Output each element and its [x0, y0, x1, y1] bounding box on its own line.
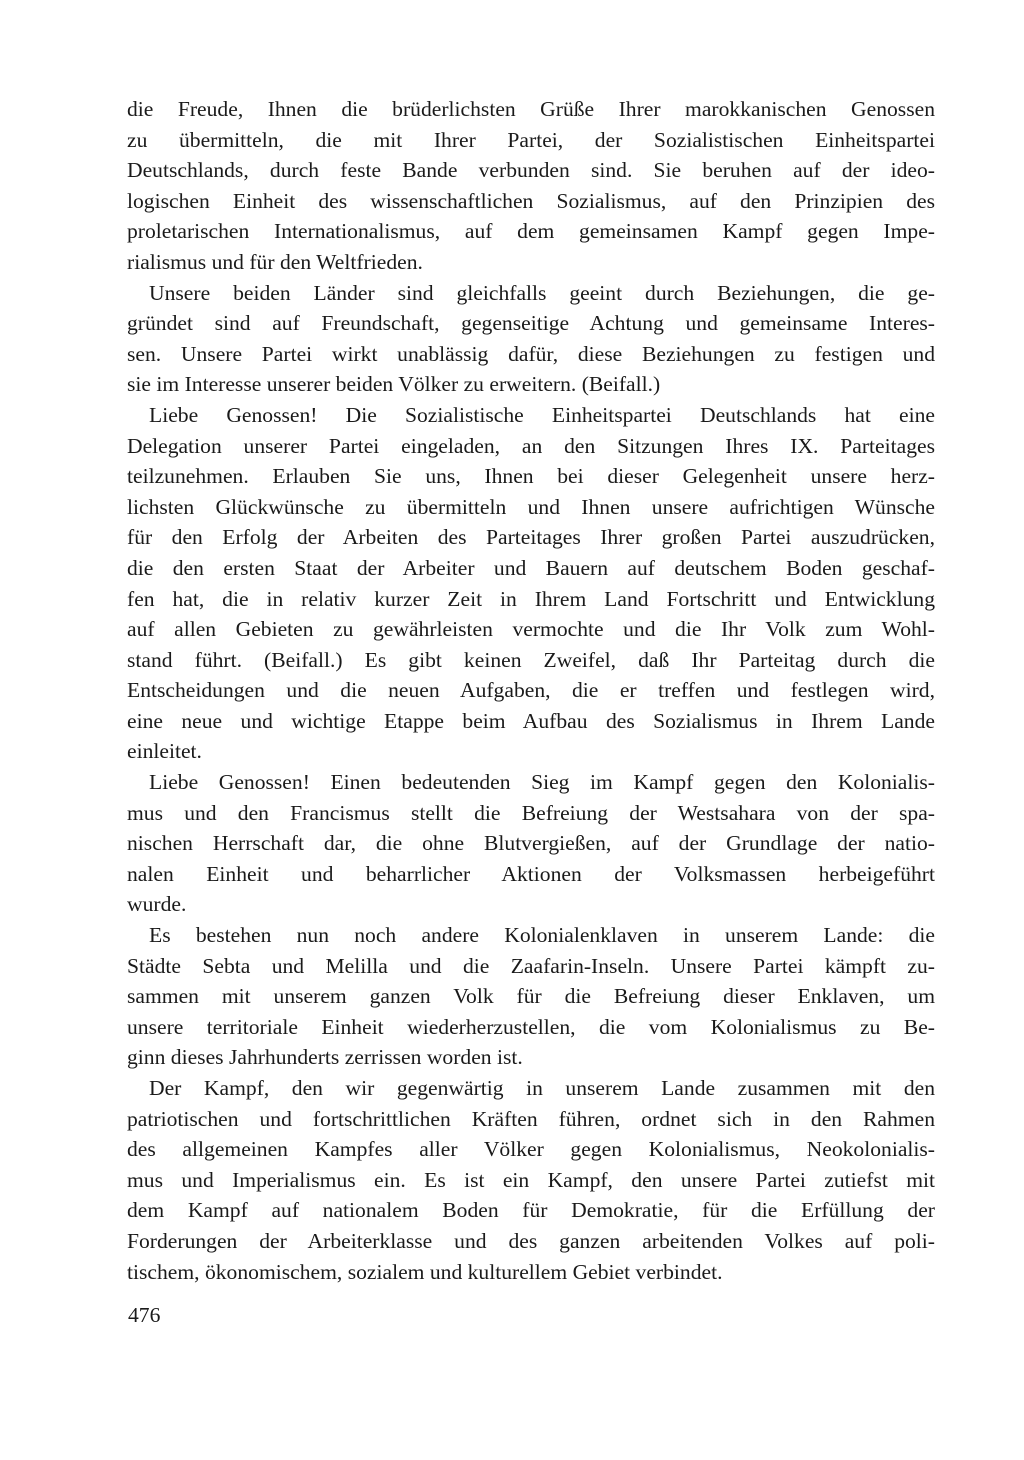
- text-line: dem Kampf auf nationalem Boden für Demokratie, für die Erfüllung der: [127, 1198, 935, 1223]
- text-line: proletarischen Internationalismus, auf dem gemeinsamen Kampf gegen Impe-: [127, 219, 935, 244]
- text-line: Deutschlands, durch feste Bande verbunden sind. Sie beruhen auf der ideo-: [127, 158, 935, 183]
- text-line: fen hat, die in relativ kurzer Zeit in Ihrem Land Fortschritt und Entwicklung: [127, 586, 935, 611]
- text-line: teilzunehmen. Erlauben Sie uns, Ihnen bei dieser Gelegenheit unsere herz-: [127, 464, 935, 489]
- text-line: stand führt. (Beifall.) Es gibt keinen Zweifel, daß Ihr Parteitag durch die: [127, 647, 935, 672]
- page-body: [127, 94, 935, 1287]
- text-line: nalen Einheit und beharrlicher Aktionen der Volksmassen herbeigeführt: [127, 861, 935, 886]
- text-line: einleitet.: [127, 739, 202, 764]
- text-line: Liebe Genossen! Einen bedeutenden Sieg im Kampf gegen den Kolonialis-: [149, 770, 935, 795]
- paragraph-6: [127, 1073, 935, 1287]
- paragraph-4: [127, 767, 935, 920]
- text-line: Entscheidungen und die neuen Aufgaben, die er treffen und festlegen wird,: [127, 678, 935, 703]
- text-line: auf allen Gebieten zu gewährleisten vermochte und die Ihr Volk zum Wohl-: [127, 617, 935, 642]
- text-line: nischen Herrschaft dar, die ohne Blutvergießen, auf der Grundlage der natio-: [127, 831, 935, 856]
- text-line: lichsten Glückwünsche zu übermitteln und Ihnen unsere aufrichtigen Wünsche: [127, 494, 935, 519]
- text-line: die den ersten Staat der Arbeiter und Bauern auf deutschem Boden geschaf-: [127, 555, 935, 580]
- text-line: ginn dieses Jahrhunderts zerrissen worden ist.: [127, 1045, 523, 1070]
- text-line: gründet sind auf Freundschaft, gegenseitige Achtung und gemeinsame Interes-: [127, 311, 935, 336]
- text-line: Der Kampf, den wir gegenwärtig in unserem Lande zusammen mit den: [149, 1076, 935, 1100]
- text-line: die Freude, Ihnen die brüderlichsten Grüße Ihrer marokkanischen Genossen: [127, 97, 935, 121]
- paragraph-2: [127, 278, 935, 400]
- text-line: Es bestehen nun noch andere Kolonialenklaven in unserem Lande: die: [149, 923, 935, 948]
- text-line: zu übermitteln, die mit Ihrer Partei, der Sozialistischen Einheitspartei: [127, 127, 935, 152]
- text-line: für den Erfolg der Arbeiten des Parteitages Ihrer großen Partei auszudrücken,: [127, 525, 935, 550]
- text-line: sen. Unsere Partei wirkt unablässig dafür, diese Beziehungen zu festigen und: [127, 341, 935, 366]
- page-number: 476: [128, 1303, 161, 1327]
- text-line: mus und den Francismus stellt die Befreiung der Westsahara von der spa-: [127, 800, 935, 825]
- text-line: mus und Imperialismus ein. Es ist ein Kampf, den unsere Partei zutiefst mit: [127, 1167, 935, 1192]
- text-line: Delegation unserer Partei eingeladen, an den Sitzungen Ihres IX. Parteitages: [127, 433, 935, 458]
- text-line: Forderungen der Arbeiterklasse und des ganzen arbeitenden Volkes auf poli-: [127, 1228, 935, 1253]
- text-line: patriotischen und fortschrittlichen Kräften führen, ordnet sich in den Rahmen: [127, 1106, 935, 1131]
- text-line: unsere territoriale Einheit wiederherzustellen, die vom Kolonialismus zu Be-: [127, 1014, 935, 1039]
- text-line: sammen mit unserem ganzen Volk für die Befreiung dieser Enklaven, um: [127, 984, 935, 1009]
- text-line: sie im Interesse unserer beiden Völker zu erweitern. (Beifall.): [127, 372, 661, 397]
- text-line: Unsere beiden Länder sind gleichfalls geeint durch Beziehungen, die ge-: [149, 280, 935, 305]
- text-line: Liebe Genossen! Die Sozialistische Einheitspartei Deutschlands hat eine: [149, 402, 935, 427]
- paragraph-5: [127, 920, 935, 1073]
- text-line: logischen Einheit des wissenschaftlichen Sozialismus, auf den Prinzipien des: [127, 188, 935, 213]
- paragraph-3: [127, 400, 935, 767]
- text-line: eine neue und wichtige Etappe beim Aufbau des Sozialismus in Ihrem Lande: [127, 708, 935, 733]
- text-line: des allgemeinen Kampfes aller Völker gegen Kolonialismus, Neokolonialis-: [127, 1137, 935, 1162]
- text-line: wurde.: [127, 892, 187, 917]
- paragraph-1: [127, 94, 935, 278]
- text-line: tischem, ökonomischem, sozialem und kulturellem Gebiet verbindet.: [127, 1259, 723, 1284]
- text-line: rialismus und für den Weltfrieden.: [127, 249, 423, 274]
- text-line: Städte Sebta und Melilla und die Zaafarin-Inseln. Unsere Partei kämpft zu-: [127, 953, 935, 978]
